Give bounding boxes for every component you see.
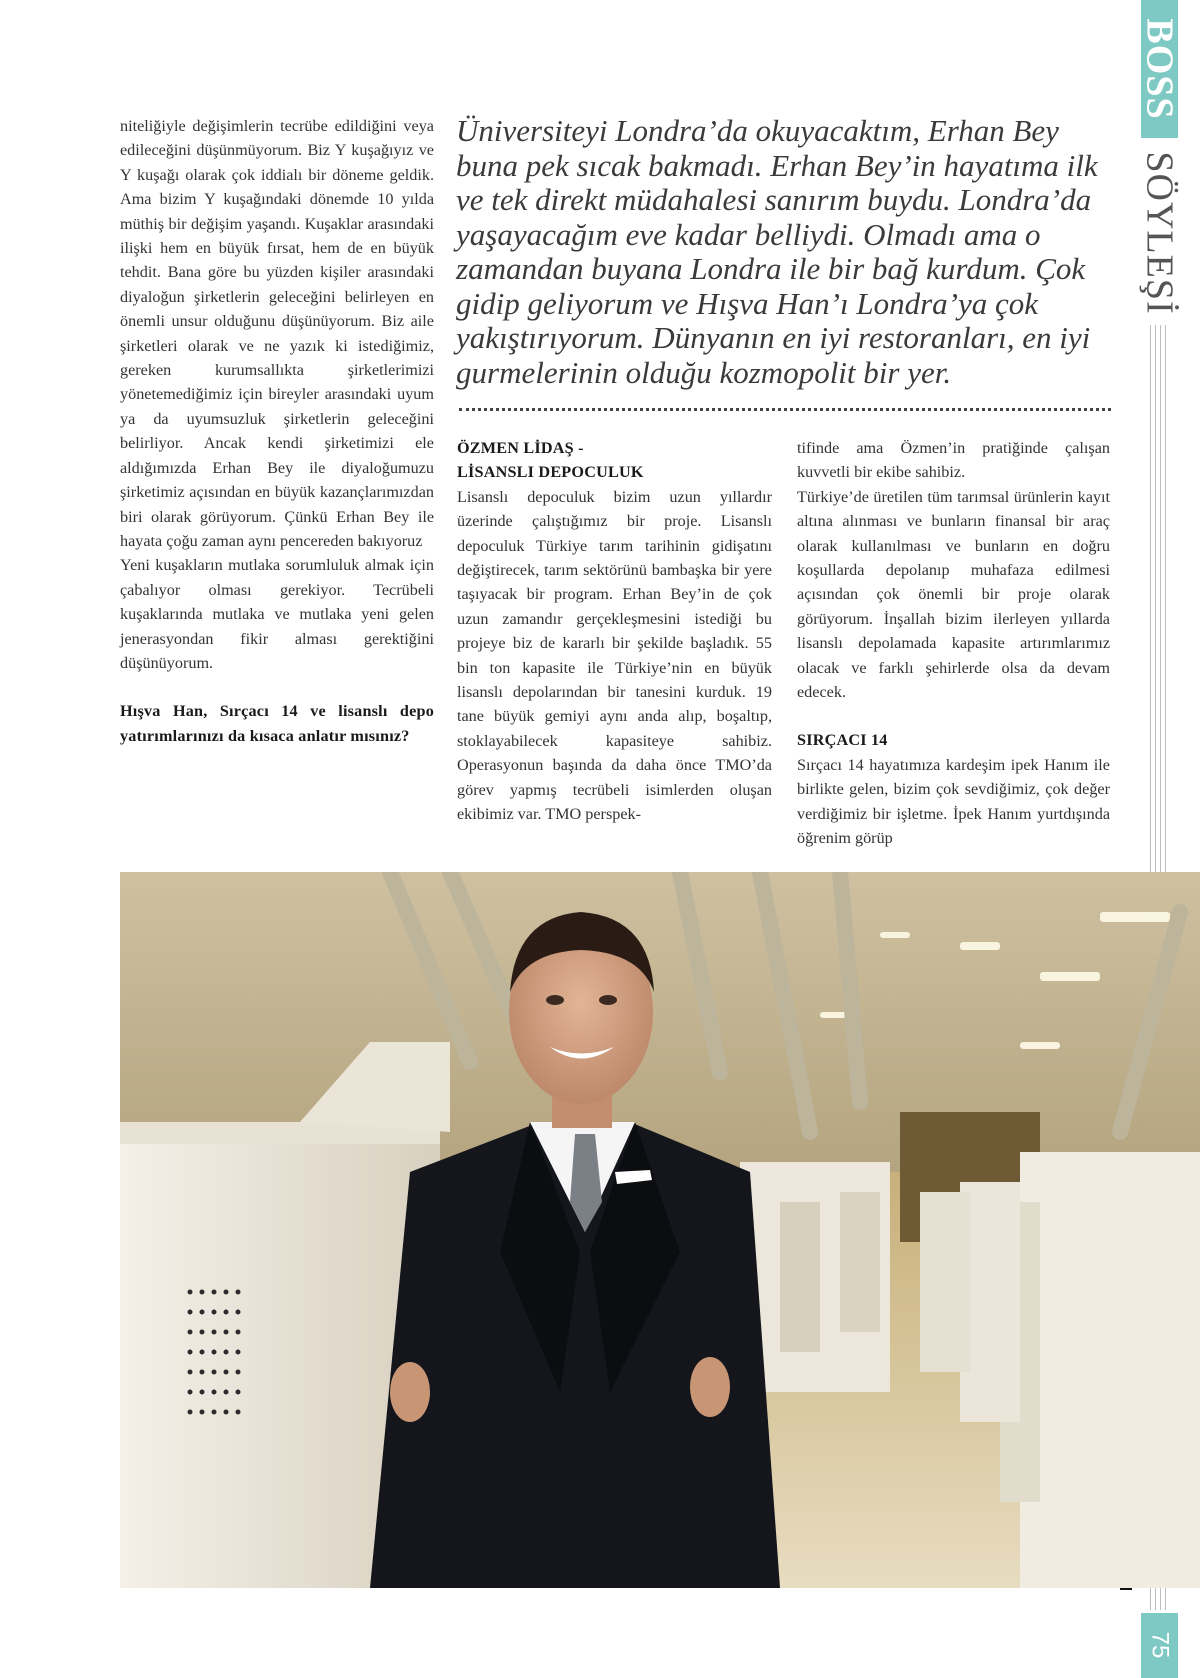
hand-right	[690, 1357, 730, 1417]
interview-question: Hışva Han, Sırçacı 14 ve lisanslı depo yatırımlarınızı da kısaca anlatır mısınız?	[120, 702, 434, 745]
paragraph: Sırçacı 14 hayatımıza kardeşim ipek Hanım ile birlikte gelen, bizim çok sevdiğimiz, çok değer verdiğimiz bir işletme. İpek Hanım yurtdışında öğrenim görüp	[797, 755, 1110, 848]
section-heading: LİSANSLI DEPOCULUK	[457, 463, 644, 482]
section-heading: ÖZMEN LİDAŞ -	[457, 439, 584, 457]
page-number	[1141, 1620, 1178, 1670]
hand-left	[390, 1362, 430, 1422]
paragraph: Yeni kuşakların mutlaka sorumluluk almak için çabalıyor olması gerekiyor. Tecrübeli kuşaklarında mutlaka ve mutlaka yeni gelen jenerasyondan fikir alması gerektiğini düşünüyorum.	[120, 556, 434, 672]
brand-text: BOSS	[1138, 18, 1181, 120]
pull-quote: Üniversiteyi Londra’da okuyacaktım, Erhan Bey buna pek sıcak bakmadı. Erhan Bey’in hayatıma ilk ve tek direkt müdahalesi sanırım buydu. Londra’da yaşayacağım eve kadar belliydi. Olmadı ama o zamandan buyana Londra ile bir bağ kurdum. Çok gidip geliyorum ve Hışva Han’ı Londra’ya çok yakıştırıyorum. Dünyanın en iyi restoranları, en iyi gurmelerinin olduğu kozmopolit bir yer.	[456, 113, 1098, 390]
portrait-photo	[120, 872, 1200, 1588]
paragraph: Lisanslı depoculuk bizim uzun yıllardır üzerinde çalıştığımız bir proje. Lisanslı depoculuk Türkiye tarım tarihinin gidişatını değiştirecek, tarım sektörünü bambaşka bir yere taşıyacak bir program. Erhan Bey’in de çok uzun zamandır gerçekleşmesini istediği bu projeye biz de kararlı bir şekilde başladık. 55 bin ton kapasite ile Türkiye’nin en büyük lisanslı depolarından bir tanesini kurduk. 19 tane büyük gemiyi aynı anda alıp, boşaltıp, stoklayabilecek kapasiteye sahibiz. Operasyonun başında da daha önce TMO’da görev yapmış tecrübeli isimlerden oluşan ekibimiz var. TMO perspek-	[457, 487, 772, 824]
text-column-2	[457, 436, 772, 827]
section-text: SÖYLEŞİ	[1139, 151, 1182, 315]
dotted-divider	[459, 408, 1111, 411]
text-column-3	[797, 436, 1110, 851]
section-label	[1136, 148, 1184, 318]
text-column-1	[120, 114, 434, 748]
paragraph: niteliğiyle değişimlerin tecrübe edildiğini veya edileceğini düşünmüyorum. Biz Y kuşağıyız ve Y kuşağı olarak çok iddialı bir döneme geldik. Ama bizim Y kuşağındaki dönemde 10 yılda müthiş bir değişim yaşandı. Kuşaklar arasındaki ilişki hem en büyük fırsat, hem de en büyük tehdit. Bana göre bu yüzden kişiler arasındaki diyaloğun şirketlerin geleceğini belirleyen en önemli unsur olduğunu düşünüyorum. Biz aile şirketleri olarak ve ne yazık ki istediğimiz, gereken kurumsallıkta şirketlerimizi yönetemediğimiz için bireyler arasındaki uyum ya da uyumsuzluk şirketlerin geleceğini belirliyor. Ancak kendi şirketimizi ele aldığımızda Erhan Bey ile diyaloğumuzu şirketimiz açısından en büyük kazançlarımızdan biri olarak görüyorum. Çünkü Erhan Bey ile hayata çoğu zaman aynı pencereden bakıyoruz	[120, 117, 434, 550]
paragraph: Türkiye’de üretilen tüm tarımsal ürünlerin kayıt altına alınması ve bunların finansal bir araç olarak kullanılması ve bunların en doğru koşullarda depolanıp muhafaza edilmesi açısından çok önemli bir proje olarak görüyorum. İnşallah bizim ilerleyen yıllarda lisanslı depolamada kapasite artırımlarımız olacak ve farklı şehirlerde olsa da devam edecek.	[797, 487, 1110, 702]
page-number-text: 75	[1146, 1631, 1174, 1659]
paragraph: tifinde ama Özmen’in pratiğinde çalışan kuvvetli bir ekibe sahibiz.	[797, 439, 1110, 482]
section-heading: SIRÇACI 14	[797, 731, 888, 750]
brand-label	[1138, 0, 1181, 138]
